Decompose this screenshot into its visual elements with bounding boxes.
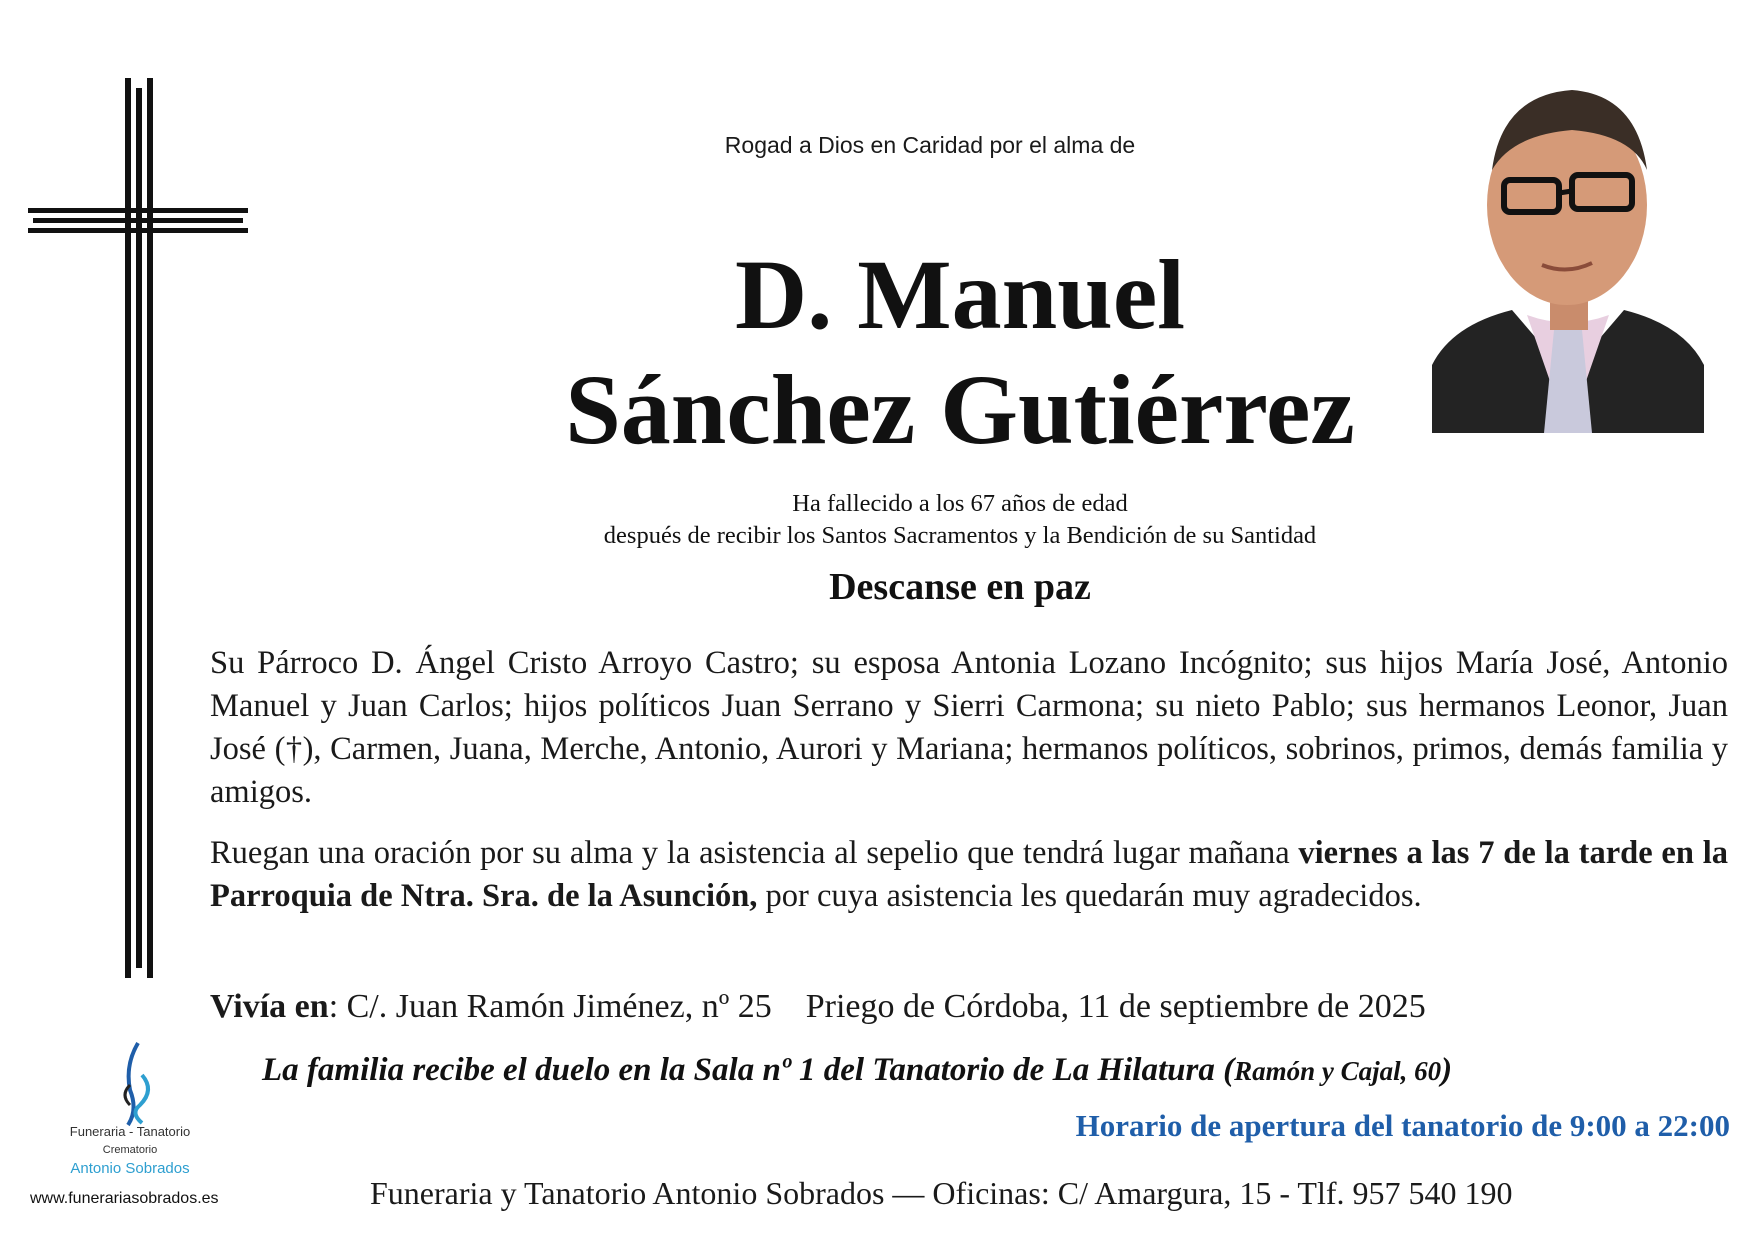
- residence-label: Vivía en: [210, 988, 329, 1025]
- death-info-line2: después de recibir los Santos Sacramentos y la Bendición de su Santidad: [603, 522, 1317, 549]
- residence-line: [210, 988, 1730, 1026]
- ceremony-tail: por cuya asistencia les quedarán muy agradecidos.: [757, 878, 1422, 914]
- family-paragraph: Su Párroco D. Ángel Cristo Arroyo Castro; su esposa Antonia Lozano Incógnito; sus hijos María José, Antonio Manuel y Juan Carlos; hijos políticos Juan Serrano y Sierri Carmona; su nieto Pablo; sus hermanos Leonor, Juan José (†), Carmen, Juana, Merche, Antonio, Aurori y Mariana; hermanos políticos, sobrinos, primos, demás familia y amigos.: [210, 645, 1728, 810]
- portrait-photo: [1432, 75, 1704, 433]
- logo-line2: Crematorio: [102, 1144, 158, 1156]
- rest-in-peace: Descanse en paz: [829, 566, 1091, 608]
- ceremony-paragraph: [210, 832, 1728, 918]
- footer-contact: Funeraria y Tanatorio Antonio Sobrados — Oficinas: C/ Amargura, 15 - Tlf. 957 540 190: [370, 1175, 1513, 1211]
- wake-text: La familia recibe el duelo en la Sala nº 1 del Tanatorio de La Hilatura (: [262, 1052, 1235, 1088]
- logo-line1: Funeraria - Tanatorio: [69, 1124, 191, 1139]
- residence-address: : C/. Juan Ramón Jiménez, nº 25: [328, 988, 772, 1025]
- wake-info: [262, 1052, 1722, 1089]
- opening-hours: Horario de apertura del tanatorio de 9:00 a 22:00: [1075, 1108, 1730, 1143]
- website-link[interactable]: www.funerariasobrados.es: [30, 1190, 219, 1207]
- wake-close: ): [1441, 1052, 1453, 1088]
- wake-address: Ramón y Cajal, 60: [1234, 1056, 1442, 1086]
- deceased-name-line1: D. Manuel: [735, 239, 1185, 350]
- ceremony-lead: Ruegan una oración por su alma y la asistencia al sepelio que tendrá lugar mañana: [210, 835, 1299, 871]
- ceremony-details: viernes a las 7 de la tarde en la Parroquia de Ntra. Sra. de la Asunción,: [210, 835, 1728, 914]
- intro-text: Rogad a Dios en Caridad por el alma de: [724, 132, 1136, 158]
- death-info-line1: Ha fallecido a los 67 años de edad: [792, 490, 1128, 517]
- deceased-name-line2: Sánchez Gutiérrez: [565, 354, 1355, 465]
- logo-line3: Antonio Sobrados: [70, 1160, 190, 1177]
- place-date: Priego de Córdoba, 11 de septiembre de 2025: [805, 988, 1426, 1025]
